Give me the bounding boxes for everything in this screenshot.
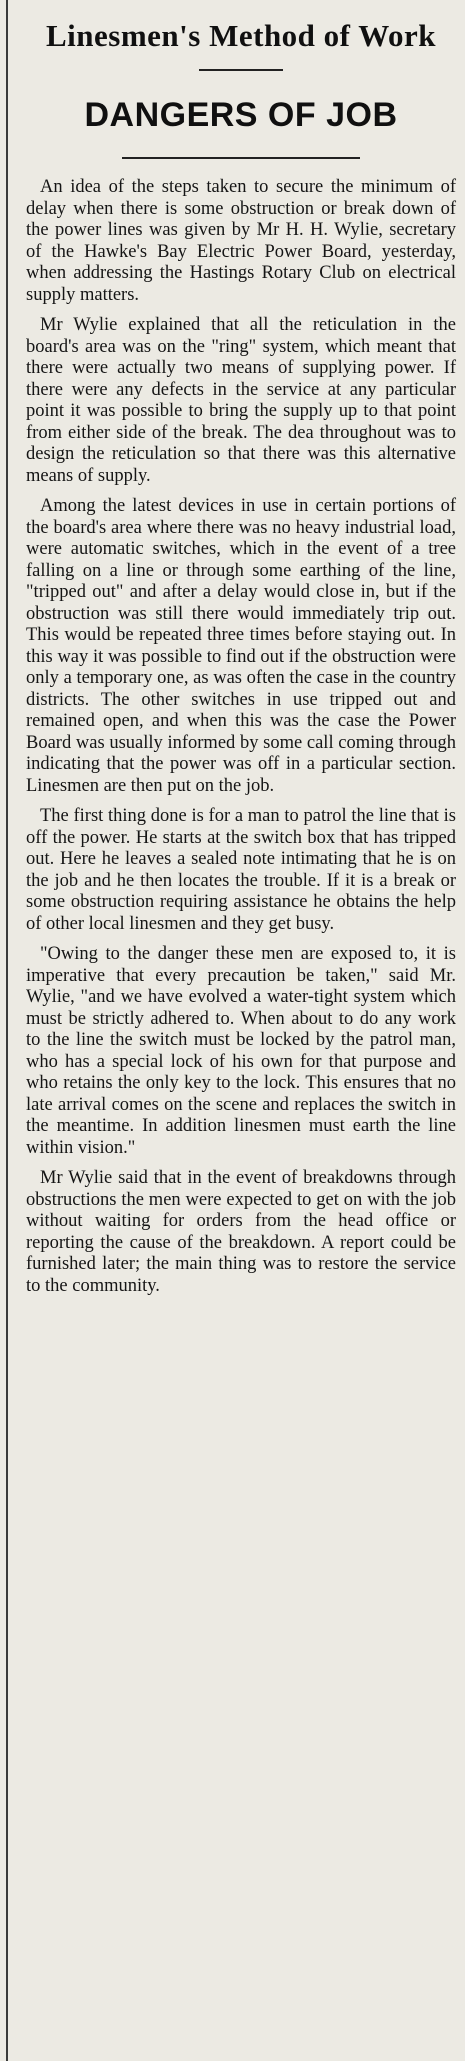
subheadline-divider <box>122 157 360 159</box>
column-border-rule <box>6 0 8 2061</box>
headline: Linesmen's Method of Work <box>46 18 436 53</box>
article-paragraph: An idea of the steps taken to secure the minimum of delay when there is some obstruction or break down of the power lines was given by Mr H. H. Wylie, secretary of the Hawke's Bay Electric Power Board, yesterday, when addressing the Hastings Rotary Club on electrical supply matters. <box>26 177 456 305</box>
article-paragraph: "Owing to the danger these men are exposed to, it is imperative that every precaution be taken," said Mr. Wylie, "and we have evolved a water-tight system which must be strictly adhered to. When about to do any work to the line the switch must be locked by the patrol man, who has a special lock of his own for that purpose and who retains the only key to the lock. This ensures that no late arrival comes on the scene and replaces the switch in the meantime. In addition linesmen must earth the line within vision." <box>26 944 456 1158</box>
article-paragraph: Among the latest devices in use in certain portions of the board's area where there was no heavy industrial load, were automatic switches, which in the event of a tree falling on a line or through some earthing of the line, "tripped out" and after a delay would close in, but if the obstruction was still there would immediately trip out. This would be repeated three times before staying out. In this way it was possible to find out if the obstruction were only a temporary one, as was often the case in the country districts. The other switches in use tripped out and remained open, and when this was the case the Power Board was usually informed by some call coming through indicating that the power was off in a particular section. Linesmen are then put on the job. <box>26 496 456 796</box>
article-paragraph: The first thing done is for a man to patrol the line that is off the power. He starts at the switch box that has tripped out. Here he leaves a sealed note intimating that he is on the job and he then locates the trouble. If it is a break or some obstruction requiring assistance he obtains the help of other local linesmen and they get busy. <box>26 806 456 934</box>
article-paragraph: Mr Wylie said that in the event of breakdowns through obstructions the men were expected to get on with the job without waiting for orders from the head office or reporting the cause of the breakdown. A report could be furnished later; the main thing was to restore the service to the community. <box>26 1168 456 1296</box>
subheadline: DANGERS OF JOB <box>84 96 398 134</box>
article-body <box>26 177 456 1297</box>
headline-divider <box>199 69 283 71</box>
article-paragraph: Mr Wylie explained that all the reticulation in the board's area was on the "ring" system, which meant that there were actually two means of supplying power. If there were any defects in the service at any particular point it was possible to bring the supply up to that point from either side of the break. The dea throughout was to design the reticulation so that there was this alternative means of supply. <box>26 315 456 486</box>
article-column <box>26 18 456 1306</box>
